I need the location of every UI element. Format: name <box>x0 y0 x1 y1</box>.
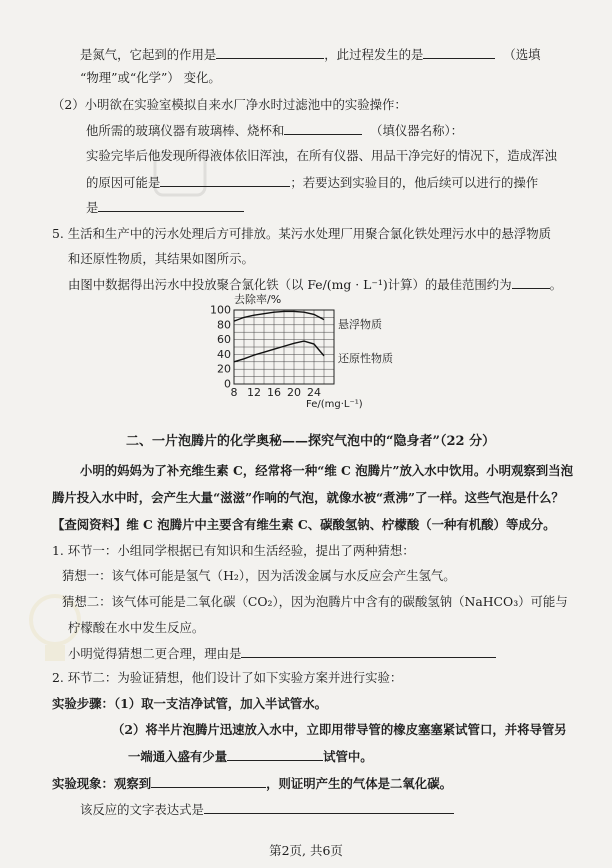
x-tick-label: 16 <box>267 386 281 399</box>
text-fragment: 他所需的玻璃仪器有玻璃棒、烧杯和 <box>86 123 285 138</box>
answer-blank[interactable] <box>512 276 550 289</box>
text-fragment: 该反应的文字表达式是 <box>80 802 204 817</box>
y-tick-label: 20 <box>217 362 231 376</box>
question-line <box>86 199 244 216</box>
text-fragment: 实验现象：观察到 <box>52 776 152 791</box>
y-tick-label: 60 <box>217 333 231 347</box>
series-label-reductive: 还原性物质 <box>338 352 393 365</box>
paragraph-line: 猜想二：该气体可能是二氧化碳（CO₂），因为泡腾片中含有的碳酸氢钠（NaHCO₃）可能与 <box>62 594 568 609</box>
series-label-suspended: 悬浮物质 <box>338 318 382 331</box>
text-fragment: 一端通入盛有少量 <box>128 749 228 764</box>
text-fragment: 5. 生活和生产中的污水处理后方可排放。某污水处理厂用聚合氯化铁处理污水中的悬浮物质 <box>52 226 551 241</box>
text-fragment: 和还原性物质，其结果如图所示。 <box>68 251 254 266</box>
paragraph-line: 【查阅资料】维 C 泡腾片中主要含有维生素 C、碳酸氢钠、柠檬酸（一种有机酸）等成分。 <box>52 517 556 532</box>
x-axis-label: Fe/(mg·L⁻¹) <box>306 399 363 410</box>
chart-grid <box>234 310 334 384</box>
question-line <box>68 276 562 293</box>
question-line <box>68 251 254 267</box>
text-fragment: “物理”或“化学”） 变化。 <box>80 70 221 85</box>
series-line-suspended <box>234 311 324 321</box>
x-tick-label: 8 <box>230 386 238 399</box>
text-fragment: 是氮气，它起到的作用是 <box>80 47 217 62</box>
y-tick-label: 40 <box>217 347 231 361</box>
text-fragment: 实验完毕后他发现所得液体依旧浑浊，在所有仪器、用品干净完好的情况下，造成浑浊 <box>86 148 557 163</box>
paragraph-line: 1. 环节一：小组同学根据已有知识和生活经验，提出了两种猜想： <box>52 543 415 558</box>
x-tick-label: 20 <box>287 386 301 399</box>
text-fragment: 由图中数据得出污水中投放聚合氯化铁（以 Fe/(mg · L⁻¹)计算）的最佳范围约为 <box>68 277 512 292</box>
question-line <box>52 97 407 113</box>
text-fragment: 试管中。 <box>323 749 373 764</box>
answer-blank[interactable] <box>216 46 324 59</box>
y-axis-label: 去除率/% <box>234 293 282 306</box>
paragraph-line <box>52 775 452 792</box>
y-tick-label: 0 <box>224 377 231 391</box>
x-tick-label: 24 <box>307 386 321 399</box>
paragraph-line <box>80 801 454 818</box>
answer-blank[interactable] <box>151 775 266 788</box>
text-fragment: ，则证明产生的气体是二氧化碳。 <box>266 776 452 791</box>
answer-blank[interactable] <box>227 748 323 761</box>
text-fragment: ，此过程发生的是 <box>324 47 424 62</box>
question-line <box>52 226 551 242</box>
answer-blank[interactable] <box>204 801 454 814</box>
page-number: 第2页, 共6页 <box>269 843 343 858</box>
question-line <box>86 174 538 191</box>
answer-blank[interactable] <box>423 46 495 59</box>
series-line-reductive <box>234 341 324 362</box>
paragraph-line: 柠檬酸在水中发生反应。 <box>68 620 205 635</box>
removal-rate-chart <box>208 292 408 412</box>
text-fragment: 。 <box>549 277 562 292</box>
paragraph-line <box>128 748 373 765</box>
question-line <box>86 122 463 139</box>
paragraph-line <box>68 645 496 662</box>
paragraph-line: 实验步骤：（1）取一支洁净试管，加入半试管水。 <box>52 696 328 711</box>
paragraph-line: 猜想一：该气体可能是氢气（H₂），因为活泼金属与水反应会产生氢气。 <box>62 568 456 583</box>
question-line <box>80 70 221 86</box>
text-fragment: （2）小明欲在实验室模拟自来水厂净水时过滤池中的实验操作： <box>52 97 407 112</box>
question-line <box>86 148 557 164</box>
text-fragment: （选填 <box>503 47 541 62</box>
question-line <box>80 46 540 63</box>
y-tick-label: 80 <box>217 318 231 332</box>
paragraph-line: 小明的妈妈为了补充维生素 C，经常将一种“维 C 泡腾片”放入水中饮用。小明观察到当泡 <box>80 463 573 478</box>
text-fragment: 小明觉得猜想二更合理，理由是 <box>68 646 242 661</box>
answer-blank[interactable] <box>241 645 496 658</box>
paragraph-line: 腾片投入水中时，会产生大量“滋滋”作响的气泡，就像水被“煮沸”了一样。这些气泡是什么？ <box>52 490 564 505</box>
paragraph-line: 2. 环节二：为验证猜想，他们设计了如下实验方案并进行实验： <box>52 670 403 685</box>
answer-blank[interactable] <box>284 122 362 135</box>
paragraph-line: （2）将半片泡腾片迅速放入水中，立即用带导管的橡皮塞塞紧试管口，并将导管另 <box>112 722 567 737</box>
text-fragment: ；若要达到实验目的，他后续可以进行的操作 <box>290 175 539 190</box>
text-fragment: 的原因可能是 <box>86 175 161 190</box>
text-fragment: 是 <box>86 200 99 215</box>
text-fragment: （填仪器名称）： <box>370 123 464 138</box>
x-tick-label: 12 <box>247 386 261 399</box>
answer-blank[interactable] <box>98 199 244 212</box>
answer-blank[interactable] <box>160 174 290 187</box>
section-title: 二、一片泡腾片的化学奥秘——探究气泡中的“隐身者”（22 分） <box>126 434 496 449</box>
y-tick-label: 100 <box>210 303 231 317</box>
